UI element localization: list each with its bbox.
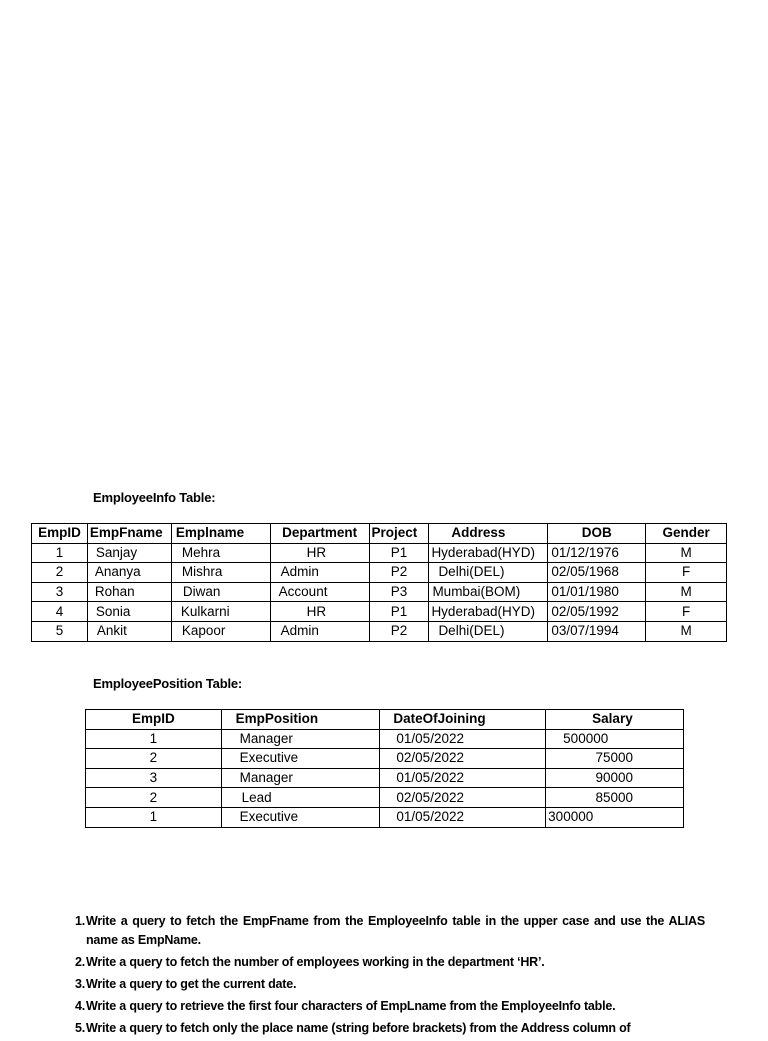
table-cell: Diwan [171,582,270,602]
column-header: EmpPosition [221,710,380,730]
table-cell: 2 [32,563,88,583]
table-cell: Mehra [171,543,270,563]
column-header: Emplname [171,524,270,544]
table-cell: 500000 [546,729,684,749]
employee-position-title: EmployeePosition Table: [93,676,243,691]
table-cell: 2 [86,749,222,769]
table-row [86,807,684,827]
table-cell: M [646,582,727,602]
column-header: EmpID [86,710,222,730]
table-cell: Admin [270,563,369,583]
table-cell: Hyderabad(HYD) [429,602,548,622]
table-cell: P2 [369,563,429,583]
table-cell: 01/05/2022 [380,768,546,788]
table-cell: 03/07/1994 [548,621,646,641]
table-cell: 4 [32,602,88,622]
question-item [75,1019,705,1038]
table-cell: 01/12/1976 [548,543,646,563]
table-cell: P3 [369,582,429,602]
column-header: Salary [546,710,684,730]
table-cell: P2 [369,621,429,641]
table-cell: 2 [86,788,222,808]
table-row [32,602,727,622]
table-cell: 3 [86,768,222,788]
question-number: 3. [75,977,86,991]
table-cell: 02/05/1992 [548,602,646,622]
question-item [75,997,705,1016]
table-row [32,582,727,602]
column-header: Address [429,524,548,544]
table-cell: Kapoor [171,621,270,641]
column-header: Department [270,524,369,544]
table-row [32,563,727,583]
employee-info-table [31,523,727,642]
table-cell: F [646,563,727,583]
column-header: EmpID [32,524,88,544]
question-text: Write a query to fetch only the place name (string before brackets) from the Address column of [86,1021,631,1035]
table-cell: HR [270,543,369,563]
column-header: DOB [548,524,646,544]
table-cell: 02/05/1968 [548,563,646,583]
table-cell: 01/05/2022 [380,807,546,827]
question-number: 1. [75,914,86,928]
column-header: DateOfJoining [380,710,546,730]
table-cell: Manager [221,768,380,788]
question-number: 4. [75,999,86,1013]
table-cell: Admin [270,621,369,641]
table-cell: Mishra [171,563,270,583]
table-cell: Sonia [87,602,171,622]
question-item [75,953,705,972]
table-cell: 300000 [546,807,684,827]
table-cell: Ananya [87,563,171,583]
table-cell: Account [270,582,369,602]
table-cell: 01/01/1980 [548,582,646,602]
table-cell: Delhi(DEL) [429,621,548,641]
table-cell: Ankit [87,621,171,641]
table-cell: 1 [32,543,88,563]
table-row [86,729,684,749]
question-list [75,912,705,1041]
question-text: Write a query to fetch the number of employees working in the department ‘HR’. [86,955,545,969]
table-cell: 85000 [546,788,684,808]
table-cell: Mumbai(BOM) [429,582,548,602]
table-cell: Rohan [87,582,171,602]
table-cell: 02/05/2022 [380,788,546,808]
question-text: Write a query to retrieve the first four characters of EmpLname from the EmployeeInfo table. [86,999,616,1013]
table-cell: 3 [32,582,88,602]
table-cell: HR [270,602,369,622]
table-header-row [32,524,727,544]
table-header-row [86,710,684,730]
table-cell: 5 [32,621,88,641]
table-cell: Delhi(DEL) [429,563,548,583]
table-cell: Sanjay [87,543,171,563]
table-cell: Lead [221,788,380,808]
table-cell: 90000 [546,768,684,788]
table-cell: 75000 [546,749,684,769]
table-cell: 02/05/2022 [380,749,546,769]
question-number: 5. [75,1021,86,1035]
table-cell: M [646,621,727,641]
table-cell: 01/05/2022 [380,729,546,749]
employee-info-title: EmployeeInfo Table: [93,490,216,505]
question-text: Write a query to fetch the EmpFname from the EmployeeInfo table in the upper case and use the ALIAS name as EmpName. [86,914,705,947]
question-text: Write a query to get the current date. [86,977,297,991]
table-cell: Hyderabad(HYD) [429,543,548,563]
table-cell: F [646,602,727,622]
table-cell: Kulkarni [171,602,270,622]
table-cell: Manager [221,729,380,749]
table-cell: M [646,543,727,563]
table-row [32,543,727,563]
table-row [32,621,727,641]
column-header: EmpFname [87,524,171,544]
employee-position-table [85,709,684,828]
table-cell: P1 [369,602,429,622]
column-header: Project [369,524,429,544]
question-item [75,912,705,950]
question-number: 2. [75,955,86,969]
table-cell: P1 [369,543,429,563]
table-cell: Executive [221,749,380,769]
column-header: Gender [646,524,727,544]
table-row [86,768,684,788]
table-row [86,788,684,808]
table-cell: 1 [86,729,222,749]
table-cell: 1 [86,807,222,827]
table-cell: Executive [221,807,380,827]
table-row [86,749,684,769]
question-item [75,975,705,994]
